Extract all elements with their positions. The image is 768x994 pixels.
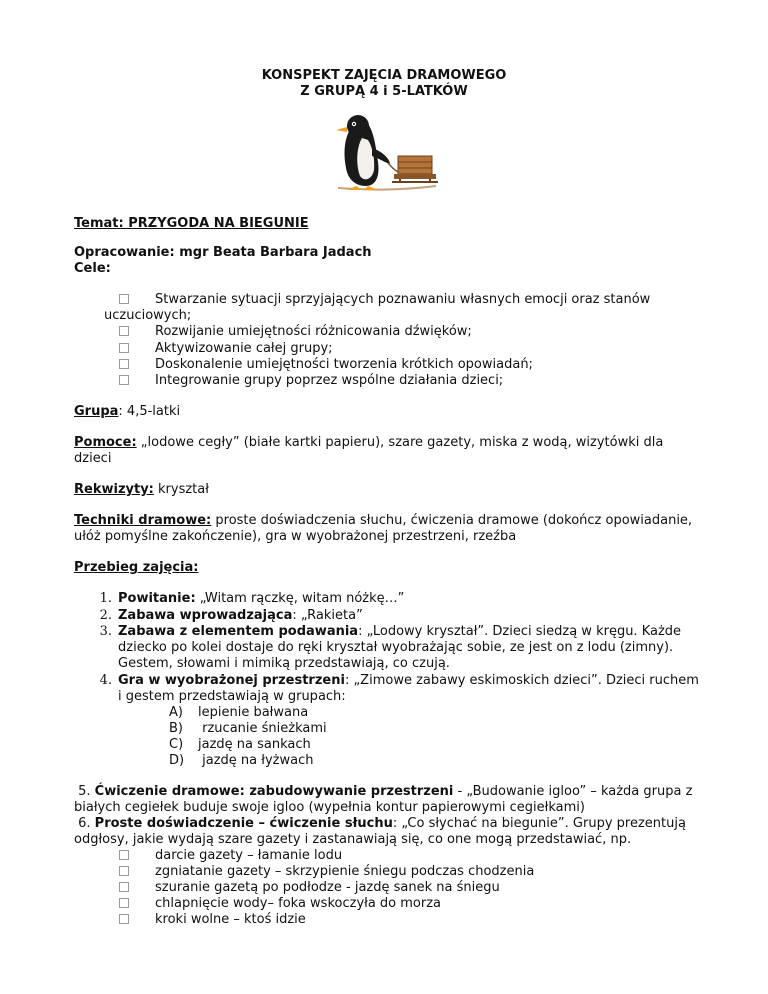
procedure-step-6-continuation: odgłosy, jakie wydają szare gazety i zastanawiają się, co one mogą przedstawiać, np.	[74, 832, 632, 847]
goal-item: Aktywizowanie całej grupy;	[119, 340, 333, 357]
penguin-pulling-sled-icon	[328, 108, 440, 194]
procedure-step-5-continuation: białych cegiełek buduje swoje igloo (wypełnia kontur papierowymi cegiełkami)	[74, 800, 585, 815]
techniques-line-2: ułóż pomyślne zakończenie), gra w wyobrażonej przestrzeni, rzeźba	[74, 529, 517, 544]
procedure-step-5: 5. Ćwiczenie dramowe: zabudowywanie przestrzeni - „Budowanie igloo” – każda grupa z	[74, 784, 693, 799]
procedure-step: 3. Zabawa z elementem podawania: „Lodowy kryształ”. Dzieci siedzą w kręgu. Każde	[99, 624, 682, 639]
sub-item: D) jazdę na łyżwach	[169, 753, 314, 768]
aids-label: Pomoce:	[74, 435, 137, 450]
goal-item: Integrowanie grupy poprzez wspólne działania dzieci;	[119, 372, 503, 389]
topic-heading: Temat: PRZYGODA NA BIEGUNIE	[74, 216, 309, 231]
procedure-step: 2. Zabawa wprowadzająca: „Rakieta”	[99, 608, 363, 623]
checkbox-icon	[119, 294, 129, 304]
sound-item: szuranie gazetą po podłodze - jazdę sanek na śniegu	[119, 879, 500, 896]
group-line	[74, 403, 180, 420]
goal-item: Doskonalenie umiejętności tworzenia krótkich opowiadań;	[119, 356, 533, 373]
checkbox-icon	[119, 343, 129, 353]
aids-line-2: dzieci	[74, 451, 112, 466]
goal-item: Stwarzanie sytuacji sprzyjających poznawaniu własnych emocji oraz stanów	[119, 291, 650, 308]
checkbox-icon	[119, 326, 129, 336]
procedure-step-continuation: i gestem przedstawiają w grupach:	[118, 689, 346, 704]
goal-item-continuation: uczuciowych;	[104, 308, 192, 323]
sound-item: zgniatanie gazety – skrzypienie śniegu podczas chodzenia	[119, 863, 534, 880]
techniques-line: Techniki dramowe: proste doświadczenia słuchu, ćwiczenia dramowe (dokończ opowiadanie,	[74, 513, 693, 528]
procedure-heading: Przebieg zajęcia:	[74, 560, 199, 575]
checkbox-icon	[119, 375, 129, 385]
goals-heading: Cele:	[74, 261, 111, 276]
sound-item: chlapnięcie wody– foka wskoczyła do morza	[119, 895, 441, 912]
techniques-label: Techniki dramowe:	[74, 513, 212, 528]
procedure-step: 1. Powitanie: „Witam rączkę, witam nóżkę…”	[99, 591, 405, 606]
sound-item: darcie gazety – łamanie lodu	[119, 847, 342, 864]
props-line: Rekwizyty: kryształ	[74, 482, 209, 497]
checkbox-icon	[119, 882, 129, 892]
title-line-1: KONSPEKT ZAJĘCIA DRAMOWEGO	[261, 68, 507, 83]
sound-item: kroki wolne – ktoś idzie	[119, 911, 306, 928]
checkbox-icon	[119, 914, 129, 924]
procedure-step-continuation: dziecko po kolei dostaje do ręki kryształ wyobrażając sobie, ze jest on z lodu (zimny).	[118, 640, 674, 655]
group-value: : 4,5-latki	[118, 404, 181, 419]
sub-item: A) lepienie bałwana	[169, 705, 309, 720]
procedure-step: 4. Gra w wyobrażonej przestrzeni: „Zimowe zabawy eskimoskich dzieci”. Dzieci ruchem	[99, 673, 699, 688]
checkbox-icon	[119, 850, 129, 860]
checkbox-icon	[119, 898, 129, 908]
goal-item: Rozwijanie umiejętności różnicowania dźwięków;	[119, 323, 472, 340]
sub-item: B) rzucanie śnieżkami	[169, 721, 327, 736]
checkbox-icon	[119, 866, 129, 876]
aids-line: Pomoce: „lodowe cegły” (białe kartki papieru), szare gazety, miska z wodą, wizytówki dla	[74, 435, 664, 450]
sub-item: C) jazdę na sankach	[169, 737, 311, 752]
procedure-step-continuation: Gestem, słowami i mimiką przedstawiają, co czują.	[118, 656, 450, 671]
props-label: Rekwizyty:	[74, 482, 154, 497]
checkbox-icon	[119, 359, 129, 369]
group-label: Grupa	[74, 404, 119, 419]
title-line-2: Z GRUPĄ 4 i 5-LATKÓW	[300, 84, 468, 99]
author-line: Opracowanie: mgr Beata Barbara Jadach	[74, 245, 372, 260]
procedure-step-6: 6. Proste doświadczenie – ćwiczenie słuchu: „Co słychać na biegunie”. Grupy prezentują	[74, 816, 686, 831]
